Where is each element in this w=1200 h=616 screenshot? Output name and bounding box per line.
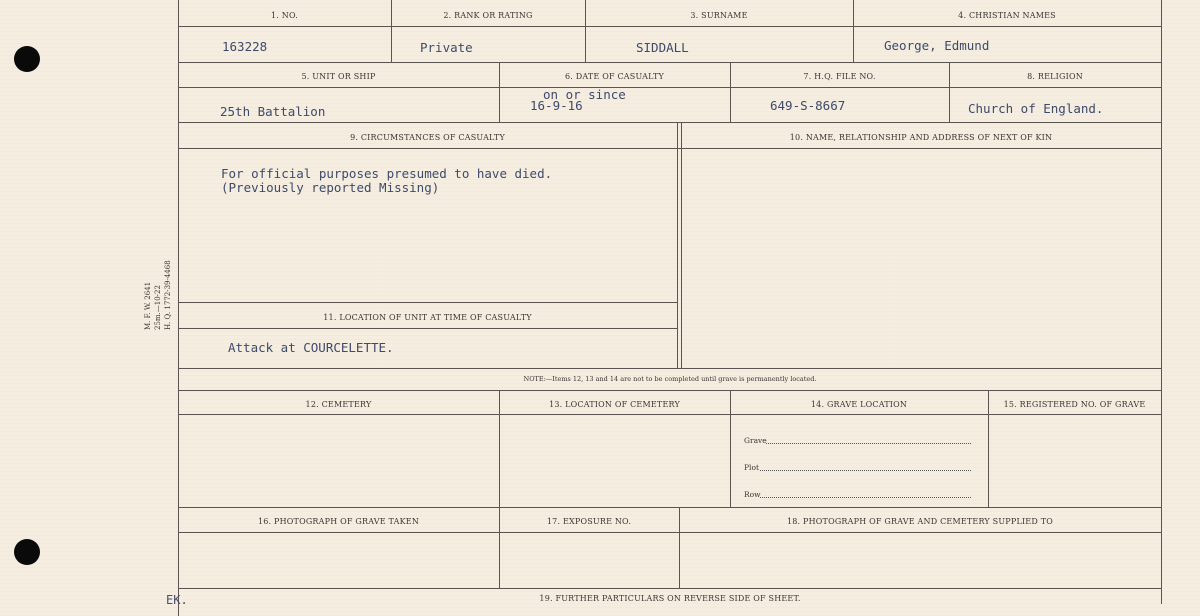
label-photo-taken: 16. PHOTOGRAPH OF GRAVE TAKEN [257, 517, 420, 526]
label-photo-supplied: 18. PHOTOGRAPH OF GRAVE AND CEMETERY SUPPLIED TO [786, 517, 1054, 526]
ek-mark: EK. [166, 593, 188, 607]
value-no: 163228 [222, 39, 268, 54]
label-unit: 5. UNIT OR SHIP [301, 72, 376, 81]
row-label: Row [744, 490, 761, 499]
value-unit: 25th Battalion [220, 104, 326, 119]
label-date: 6. DATE OF CASUALTY [564, 72, 665, 81]
label-grave-location: 14. GRAVE LOCATION [810, 400, 908, 409]
rule [853, 0, 854, 62]
rule [391, 0, 392, 62]
side-note-2: 25m.—10-22 [154, 285, 162, 330]
rule [681, 122, 682, 368]
rule [178, 122, 1162, 123]
value-circumstances-2: (Previously reported Missing) [221, 180, 440, 195]
rule [949, 62, 950, 122]
rule [178, 87, 1162, 88]
label-surname: 3. SURNAME [690, 11, 748, 20]
label-no: 1. NO. [270, 11, 298, 20]
rule [499, 62, 500, 122]
value-date-top: on or since [543, 87, 626, 102]
value-surname: SIDDALL [636, 40, 689, 55]
value-religion: Church of England. [968, 101, 1104, 116]
rule [178, 328, 678, 329]
side-note-1: M. F. W. 2641 [144, 281, 152, 330]
label-further: 19. FURTHER PARTICULARS ON REVERSE SIDE OF SHEET. [539, 594, 801, 603]
value-hq: 649-S-8667 [770, 98, 846, 113]
value-christian: George, Edmund [884, 38, 990, 53]
rule [178, 390, 1162, 391]
rule [178, 302, 678, 303]
label-circumstances: 9. CIRCUMSTANCES OF CASUALTY [350, 133, 505, 142]
value-rank: Private [420, 40, 473, 55]
value-date: 16-9-16 [530, 98, 583, 113]
label-location-cemetery: 13. LOCATION OF CEMETERY [549, 400, 680, 409]
label-location-unit: 11. LOCATION OF UNIT AT TIME OF CASUALTY [323, 313, 532, 322]
row-dots [760, 497, 971, 498]
grave-dots [766, 443, 971, 444]
value-location-unit: Attack at COURCELETTE. [228, 340, 394, 355]
rule [178, 414, 1162, 415]
punch-hole-bottom [14, 539, 40, 565]
side-note-3: H. Q. 1772-39-4468 [164, 260, 172, 330]
note-text: NOTE:—Items 12, 13 and 14 are not to be completed until grave is permanently located. [523, 375, 817, 383]
label-hq: 7. H.Q. FILE NO. [803, 72, 876, 81]
label-christian: 4. CHRISTIAN NAMES [958, 11, 1056, 20]
rule [178, 148, 1162, 149]
label-religion: 8. RELIGION [1027, 72, 1083, 81]
rule [178, 62, 1162, 63]
label-registered: 15. REGISTERED NO. OF GRAVE [1003, 400, 1146, 409]
plot-label: Plot [744, 463, 759, 472]
rule [178, 368, 1162, 369]
rule [178, 532, 1162, 533]
label-cemetery: 12. CEMETERY [305, 400, 372, 409]
rule [677, 122, 678, 368]
rule [178, 588, 1162, 589]
frame-right [1161, 0, 1162, 604]
value-circumstances-1: For official purposes presumed to have died. [221, 166, 553, 181]
grave-label: Grave [744, 436, 767, 445]
rule [585, 0, 586, 62]
rule [730, 62, 731, 122]
rule [178, 26, 1162, 27]
rule [178, 507, 1162, 508]
punch-hole-top [14, 46, 40, 72]
label-exposure: 17. EXPOSURE NO. [546, 517, 632, 526]
label-next-of-kin: 10. NAME, RELATIONSHIP AND ADDRESS OF NEXT OF KIN [789, 133, 1053, 142]
label-rank: 2. RANK OR RATING [443, 11, 533, 20]
plot-dots [760, 470, 971, 471]
